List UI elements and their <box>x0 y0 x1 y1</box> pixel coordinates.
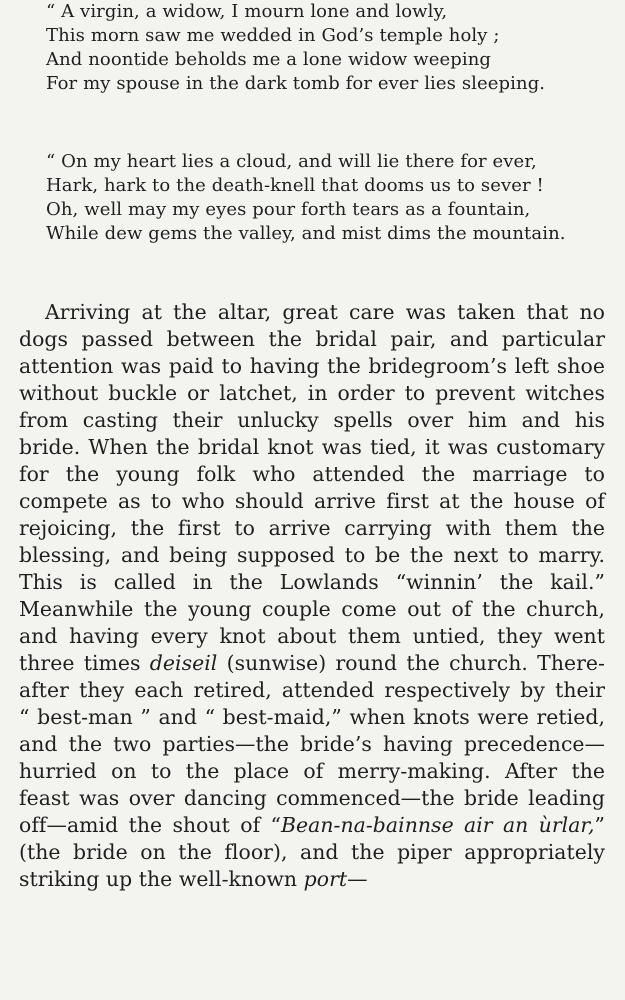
prose-line: bride. When the bridal knot was tied, it was customary <box>19 435 605 459</box>
prose-line: after they each retired, attended respectively by their <box>19 678 605 702</box>
verse-line: “ A virgin, a widow, I mourn lone and lowly, <box>46 1 448 22</box>
prose-line: “ best-man ” and “ best-maid,” when knots were retied, <box>19 705 605 729</box>
prose-line <box>19 866 605 893</box>
prose-line: hurried on to the place of merry-making. After the <box>19 759 605 783</box>
verse-line: While dew gems the valley, and mist dims the mountain. <box>46 223 566 244</box>
italic-term: Bean-na-bainnse air an ùrlar, <box>281 813 595 837</box>
verse-stanza-2 <box>46 150 606 246</box>
text-run: (sunwise) round the church. There- <box>217 651 605 675</box>
prose-line: Arriving at the altar, great care was taken that no <box>45 300 605 324</box>
prose-line: dogs passed between the bridal pair, and particular <box>19 327 605 351</box>
prose-line: (the bride on the floor), and the piper appropriately <box>19 840 605 864</box>
text-run: three times <box>19 651 150 675</box>
verse-line: “ On my heart lies a cloud, and will lie there for ever, <box>46 151 537 172</box>
text-run: off—amid the shout of “ <box>19 813 281 837</box>
prose-line: blessing, and being supposed to be the next to marry. <box>19 543 605 567</box>
text-run: ” <box>594 813 606 837</box>
prose-line: and the two parties—the bride’s having precedence— <box>19 732 605 756</box>
prose-line: compete as to who should arrive first at the house of <box>19 489 605 513</box>
text-run: striking up the well-known <box>19 867 304 891</box>
text-run: — <box>347 867 368 891</box>
prose-paragraph <box>19 299 605 893</box>
prose-line: for the young folk who attended the marriage to <box>19 462 605 486</box>
verse-line: This morn saw me wedded in God’s temple holy ; <box>46 25 500 46</box>
italic-term: deiseil <box>149 651 218 675</box>
verse-line: Hark, hark to the death-knell that dooms us to sever ! <box>46 175 544 196</box>
prose-line: feast was over dancing commenced—the bride leading <box>19 786 605 810</box>
verse-line: Oh, well may my eyes pour forth tears as a fountain, <box>46 199 531 220</box>
verse-stanza-1 <box>46 0 606 96</box>
verse-line: For my spouse in the dark tomb for ever lies sleeping. <box>46 73 546 94</box>
prose-line: Meanwhile the young couple come out of the church, <box>19 597 605 621</box>
prose-line: This is called in the Lowlands “winnin’ the kail.” <box>19 570 605 594</box>
verse-line: And noontide beholds me a lone widow weeping <box>46 49 492 70</box>
italic-term: port <box>303 867 348 891</box>
prose-line: attention was paid to having the bridegroom’s left shoe <box>19 354 605 378</box>
prose-line <box>19 812 605 839</box>
prose-line: rejoicing, the first to arrive carrying with them the <box>19 516 605 540</box>
prose-line: from casting their unlucky spells over him and his <box>19 408 605 432</box>
prose-line <box>19 650 605 677</box>
prose-line: and having every knot about them untied, they went <box>19 624 605 648</box>
prose-line: without buckle or latchet, in order to prevent witches <box>19 381 605 405</box>
